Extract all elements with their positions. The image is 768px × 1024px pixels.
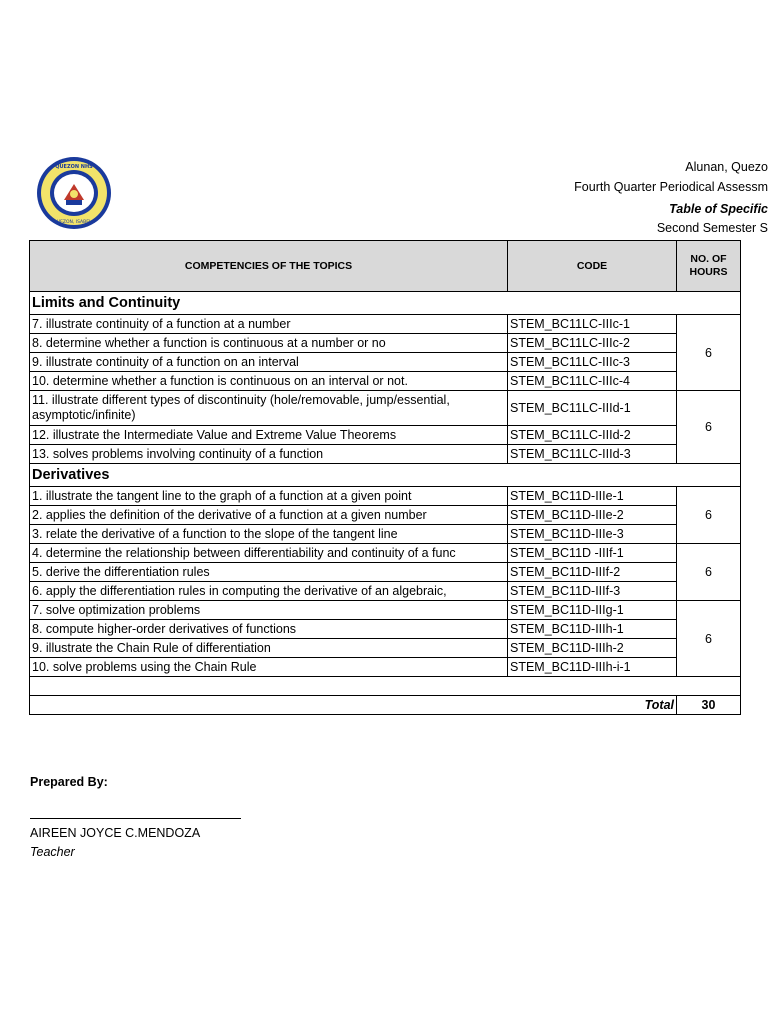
table-row xyxy=(30,445,741,464)
competency-cell: 7. illustrate continuity of a function at a number xyxy=(30,315,508,334)
code-cell: STEM_BC11D -IIIf-1 xyxy=(508,544,677,563)
table-of-specification-title: Table of Specific xyxy=(669,202,768,216)
table-row xyxy=(30,563,741,582)
competency-cell: 1. illustrate the tangent line to the graph of a function at a given point xyxy=(30,487,508,506)
code-cell: STEM_BC11D-IIIh-i-1 xyxy=(508,658,677,677)
table-row xyxy=(30,544,741,563)
code-cell: STEM_BC11LC-IIIc-3 xyxy=(508,353,677,372)
code-cell: STEM_BC11D-IIIf-2 xyxy=(508,563,677,582)
competency-cell: 8. compute higher-order derivatives of functions xyxy=(30,620,508,639)
table-row xyxy=(30,582,741,601)
code-cell: STEM_BC11D-IIIe-3 xyxy=(508,525,677,544)
competency-cell: 10. determine whether a function is continuous on an interval or not. xyxy=(30,372,508,391)
competency-cell: 6. apply the differentiation rules in computing the derivative of an algebraic, xyxy=(30,582,508,601)
table-row xyxy=(30,620,741,639)
school-seal-icon xyxy=(36,156,112,230)
competency-cell: 8. determine whether a function is continuous at a number or no xyxy=(30,334,508,353)
hours-cell: 6 xyxy=(677,315,741,391)
section-row xyxy=(30,464,741,487)
competency-cell: 3. relate the derivative of a function to the slope of the tangent line xyxy=(30,525,508,544)
blank-row xyxy=(30,677,741,696)
hours-cell: 6 xyxy=(677,544,741,601)
table-row xyxy=(30,426,741,445)
section-title: Derivatives xyxy=(30,464,741,487)
competency-cell: 12. illustrate the Intermediate Value and Extreme Value Theorems xyxy=(30,426,508,445)
assessment-title: Fourth Quarter Periodical Assessm xyxy=(574,180,768,194)
competency-cell: 7. solve optimization problems xyxy=(30,601,508,620)
code-cell: STEM_BC11D-IIIe-1 xyxy=(508,487,677,506)
table-row xyxy=(30,601,741,620)
table-row xyxy=(30,525,741,544)
preparer-role: Teacher xyxy=(30,845,75,859)
competency-cell: 9. illustrate the Chain Rule of differentiation xyxy=(30,639,508,658)
code-cell: STEM_BC11LC-IIId-2 xyxy=(508,426,677,445)
code-cell: STEM_BC11D-IIIh-1 xyxy=(508,620,677,639)
preparer-name: AIREEN JOYCE C.MENDOZA xyxy=(30,826,201,840)
competency-cell: 13. solves problems involving continuity of a function xyxy=(30,445,508,464)
table-row xyxy=(30,315,741,334)
col-hours: NO. OF HOURS xyxy=(677,241,741,292)
section-row xyxy=(30,292,741,315)
hours-cell: 6 xyxy=(677,487,741,544)
section-title: Limits and Continuity xyxy=(30,292,741,315)
competency-cell: 5. derive the differentiation rules xyxy=(30,563,508,582)
total-label: Total xyxy=(30,696,677,715)
table-row xyxy=(30,506,741,525)
svg-text:QUEZON NHS: QUEZON NHS xyxy=(55,164,93,170)
blank-cell xyxy=(30,677,741,696)
table-header-row xyxy=(30,241,741,292)
competency-cell: 4. determine the relationship between differentiability and continuity of a func xyxy=(30,544,508,563)
svg-text:QUEZON, ISABELA: QUEZON, ISABELA xyxy=(53,220,95,225)
code-cell: STEM_BC11LC-IIId-3 xyxy=(508,445,677,464)
code-cell: STEM_BC11D-IIIg-1 xyxy=(508,601,677,620)
col-competency: COMPETENCIES OF THE TOPICS xyxy=(30,241,508,292)
total-row xyxy=(30,696,741,715)
table-row xyxy=(30,334,741,353)
table-row xyxy=(30,639,741,658)
table-row xyxy=(30,391,741,426)
hours-cell: 6 xyxy=(677,601,741,677)
code-cell: STEM_BC11LC-IIIc-1 xyxy=(508,315,677,334)
col-code: CODE xyxy=(508,241,677,292)
total-value: 30 xyxy=(677,696,741,715)
competency-cell: 10. solve problems using the Chain Rule xyxy=(30,658,508,677)
hours-cell: 6 xyxy=(677,391,741,464)
prepared-by-label: Prepared By: xyxy=(30,775,108,789)
competency-cell: 11. illustrate different types of discontinuity (hole/removable, jump/essential, asymptotic/infinite) xyxy=(30,391,508,426)
table-row xyxy=(30,372,741,391)
competency-cell: 9. illustrate continuity of a function on an interval xyxy=(30,353,508,372)
table-row xyxy=(30,658,741,677)
table-row xyxy=(30,487,741,506)
school-address: Alunan, Quezo xyxy=(685,160,768,174)
code-cell: STEM_BC11D-IIIh-2 xyxy=(508,639,677,658)
competency-cell: 2. applies the definition of the derivative of a function at a given number xyxy=(30,506,508,525)
code-cell: STEM_BC11LC-IIId-1 xyxy=(508,391,677,426)
code-cell: STEM_BC11LC-IIIc-2 xyxy=(508,334,677,353)
specification-table xyxy=(29,240,741,715)
code-cell: STEM_BC11D-IIIe-2 xyxy=(508,506,677,525)
table-row xyxy=(30,353,741,372)
signature-line xyxy=(30,818,241,819)
semester-label: Second Semester S xyxy=(656,221,768,235)
code-cell: STEM_BC11LC-IIIc-4 xyxy=(508,372,677,391)
code-cell: STEM_BC11D-IIIf-3 xyxy=(508,582,677,601)
